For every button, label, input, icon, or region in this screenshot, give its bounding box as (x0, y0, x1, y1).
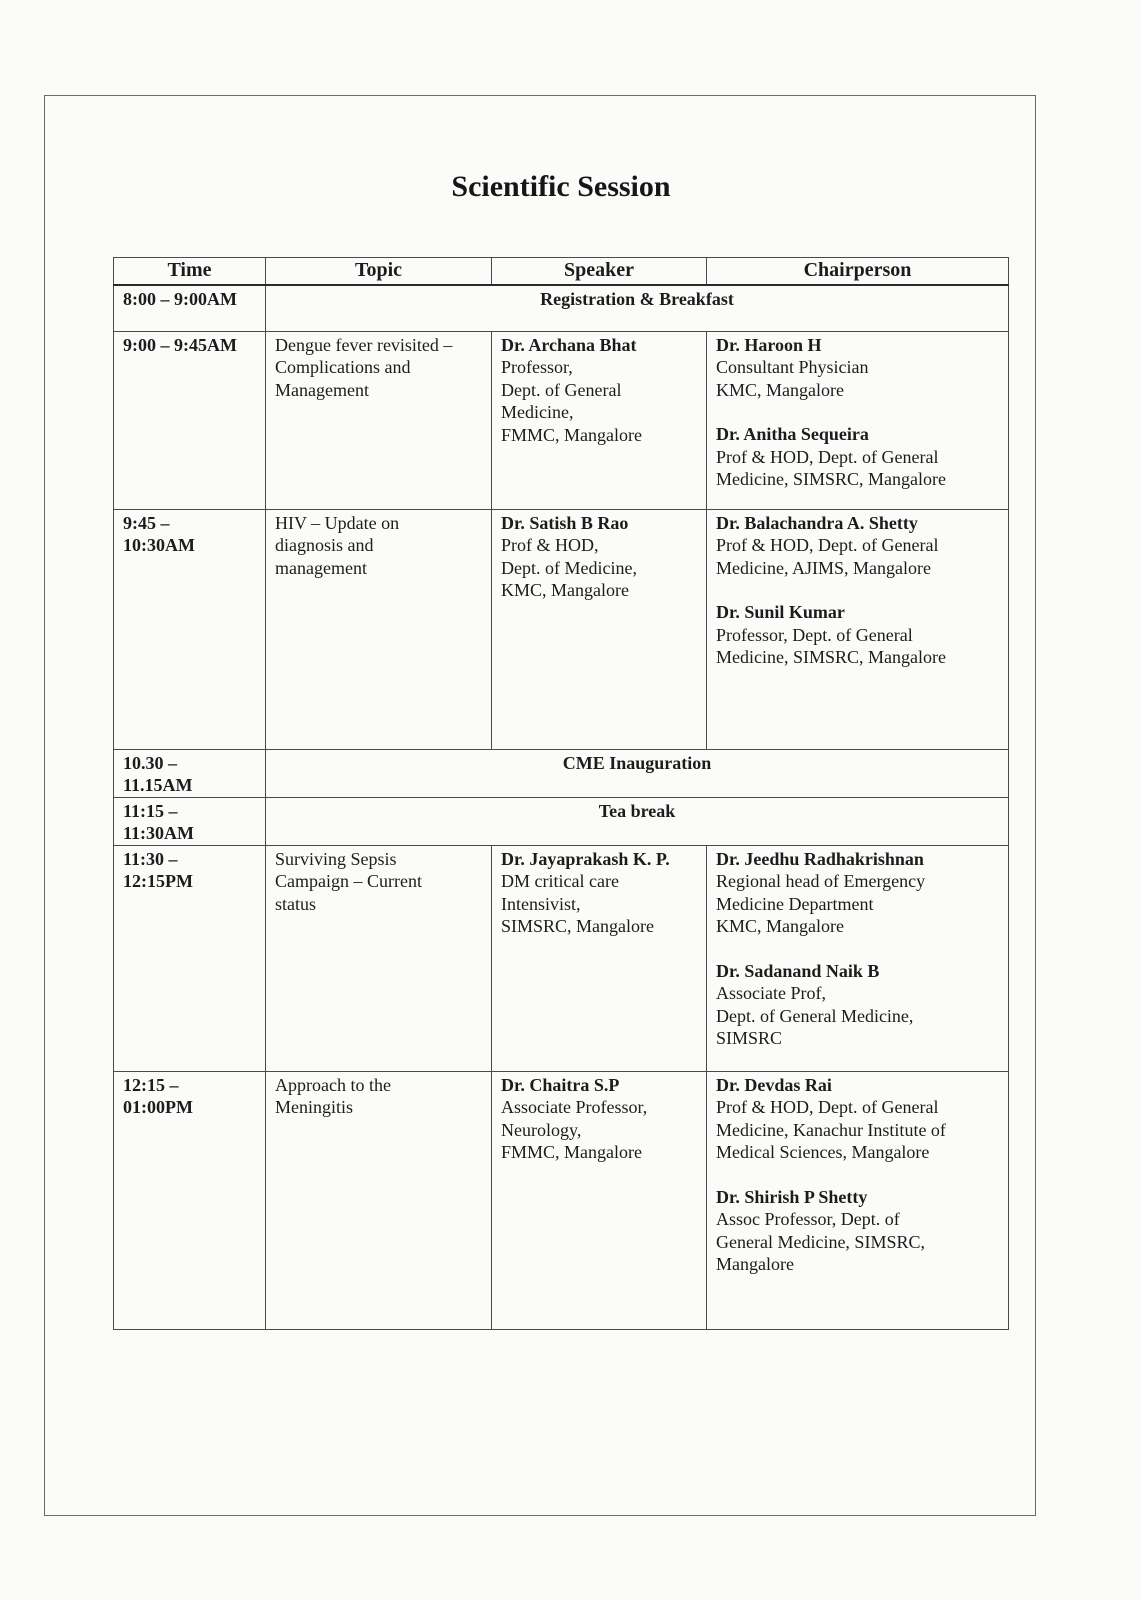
time-text: 01:00PM (123, 1097, 193, 1117)
topic-cell (266, 509, 492, 749)
chair-detail: Professor, Dept. of General (716, 624, 913, 645)
chair-detail: Assoc Professor, Dept. of (716, 1209, 900, 1229)
speaker-cell (492, 845, 707, 1071)
speaker-detail: SIMSRC, Mangalore (501, 916, 654, 936)
table-row (114, 509, 1009, 749)
chair-detail: Medicine Department (716, 893, 874, 914)
schedule-table (113, 257, 1009, 1330)
time-text: 9:45 – (123, 512, 170, 533)
speaker-detail: Intensivist, (501, 893, 581, 914)
speaker-detail: Dept. of Medicine, (501, 557, 637, 578)
spacer (716, 938, 999, 960)
chairperson-cell (707, 509, 1009, 749)
header-speaker: Speaker (492, 258, 707, 286)
chair-detail: Medicine, SIMSRC, Mangalore (716, 469, 946, 489)
time-text: 11:30AM (123, 823, 194, 843)
topic-text: Complications and (275, 357, 411, 377)
chair-name: Dr. Sadanand Naik B (716, 960, 880, 981)
topic-text: HIV – Update on (275, 512, 400, 533)
chair-detail: Associate Prof, (716, 983, 826, 1003)
speaker-cell (492, 509, 707, 749)
topic-text: Surviving Sepsis (275, 848, 397, 869)
topic-text: status (275, 893, 317, 914)
topic-text: Dengue fever revisited – (275, 334, 453, 355)
time-cell (114, 1071, 266, 1329)
header-chairperson: Chairperson (707, 258, 1009, 286)
speaker-detail: Prof & HOD, (501, 535, 599, 555)
chair-name: Dr. Devdas Rai (716, 1074, 832, 1095)
time-text: 10:30AM (123, 535, 195, 555)
speaker-cell (492, 331, 707, 509)
topic-text: Campaign – Current (275, 871, 422, 891)
chair-detail: Prof & HOD, Dept. of General (716, 1097, 939, 1117)
speaker-detail: Medicine, (501, 402, 574, 422)
topic-text: diagnosis and (275, 535, 374, 555)
time-text: 8:00 – 9:00AM (123, 289, 237, 309)
chairperson-cell (707, 1071, 1009, 1329)
chair-detail: Medicine, AJIMS, Mangalore (716, 557, 931, 578)
table-row (114, 285, 1009, 331)
topic-cell (266, 1071, 492, 1329)
time-cell (114, 749, 266, 797)
chair-detail: KMC, Mangalore (716, 379, 844, 400)
page-title: Scientific Session (451, 170, 671, 203)
table-row (114, 1071, 1009, 1329)
time-text: 9:00 – 9:45AM (123, 334, 237, 355)
time-text: 12:15PM (123, 871, 193, 891)
speaker-detail: Neurology, (501, 1119, 582, 1140)
event-cell: Tea break (266, 797, 1009, 845)
chair-name: Dr. Haroon H (716, 334, 822, 355)
topic-cell (266, 331, 492, 509)
time-text: 12:15 – (123, 1074, 179, 1095)
header-topic: Topic (266, 258, 492, 286)
spacer (716, 579, 999, 601)
time-text: 11:30 – (123, 848, 178, 869)
speaker-detail: Professor, (501, 357, 573, 377)
chair-detail: Prof & HOD, Dept. of General (716, 446, 939, 467)
speaker-cell (492, 1071, 707, 1329)
chair-detail: General Medicine, SIMSRC, (716, 1231, 925, 1252)
chair-detail: Consultant Physician (716, 357, 869, 377)
chair-name: Dr. Balachandra A. Shetty (716, 512, 918, 533)
chair-detail: Medicine, SIMSRC, Mangalore (716, 647, 946, 667)
time-cell (114, 797, 266, 845)
table-row (114, 749, 1009, 797)
speaker-detail: FMMC, Mangalore (501, 424, 642, 445)
event-cell: CME Inauguration (266, 749, 1009, 797)
chairperson-cell (707, 331, 1009, 509)
table-row (114, 845, 1009, 1071)
time-cell (114, 509, 266, 749)
table-row (114, 797, 1009, 845)
chair-detail: Medical Sciences, Mangalore (716, 1142, 930, 1162)
chair-detail: Dept. of General Medicine, (716, 1005, 914, 1026)
chair-detail: Mangalore (716, 1254, 794, 1274)
time-cell (114, 845, 266, 1071)
table-header-row (114, 258, 1009, 286)
speaker-name: Dr. Satish B Rao (501, 512, 629, 533)
topic-cell (266, 845, 492, 1071)
time-text: 10.30 – (123, 752, 177, 773)
speaker-detail: KMC, Mangalore (501, 580, 629, 600)
topic-text: Management (275, 379, 369, 400)
chair-detail: Prof & HOD, Dept. of General (716, 535, 939, 555)
time-cell (114, 285, 266, 331)
topic-text: management (275, 557, 367, 578)
chair-name: Dr. Anitha Sequeira (716, 424, 869, 444)
chair-detail: Medicine, Kanachur Institute of (716, 1119, 946, 1140)
topic-text: Meningitis (275, 1097, 354, 1117)
time-cell (114, 331, 266, 509)
chair-name: Dr. Jeedhu Radhakrishnan (716, 848, 924, 869)
chair-detail: KMC, Mangalore (716, 916, 844, 936)
speaker-name: Dr. Archana Bhat (501, 334, 637, 355)
chair-detail: SIMSRC (716, 1028, 783, 1048)
chair-name: Dr. Sunil Kumar (716, 602, 845, 622)
speaker-detail: Associate Professor, (501, 1097, 648, 1117)
chair-detail: Regional head of Emergency (716, 871, 926, 891)
speaker-detail: DM critical care (501, 871, 619, 891)
spacer (716, 1164, 999, 1186)
chair-name: Dr. Shirish P Shetty (716, 1186, 868, 1207)
event-cell: Registration & Breakfast (266, 285, 1009, 331)
speaker-name: Dr. Chaitra S.P (501, 1074, 620, 1095)
speaker-name: Dr. Jayaprakash K. P. (501, 848, 670, 869)
speaker-detail: FMMC, Mangalore (501, 1142, 642, 1162)
table-row (114, 331, 1009, 509)
time-text: 11:15 – (123, 800, 178, 821)
chairperson-cell (707, 845, 1009, 1071)
time-text: 11.15AM (123, 775, 193, 795)
topic-text: Approach to the (275, 1074, 391, 1095)
header-time: Time (114, 258, 266, 286)
spacer (716, 401, 999, 423)
speaker-detail: Dept. of General (501, 379, 622, 400)
